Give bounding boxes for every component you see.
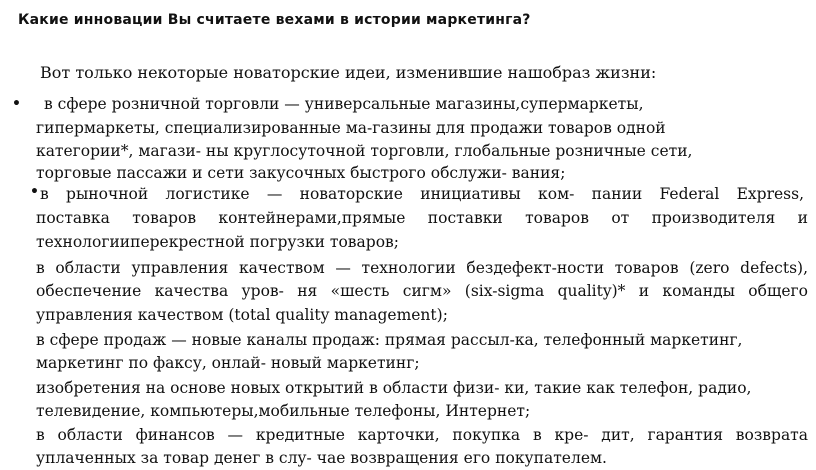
text-line-quality-2: обеспечение качества уров- ня «шесть сигм» (six-sigma quality)* и команды общего	[36, 282, 808, 300]
text-line-finance-2: уплаченных за товар денег в слу- чае возвращения его покупателем.	[36, 449, 607, 467]
text-line-quality-1: в области управления качеством — технологии бездефект-ности товаров (zero defects),	[36, 259, 808, 277]
text-line-logistics-3: технологииперекрестной погрузки товаров;	[36, 233, 399, 251]
text-line-quality-3: управления качеством (total quality management);	[36, 306, 448, 324]
text-line-sales-1: в сфере продаж — новые каналы продаж: прямая рассыл-ка, телефонный маркетинг,	[36, 331, 743, 349]
text-line-retail-1: в сфере розничной торговли — универсальные магазины,супермаркеты,	[44, 95, 644, 113]
bullet-retail: •	[12, 96, 21, 112]
bullet-logistics: •	[30, 184, 39, 200]
intro-text: Вот только некоторые новаторские идеи, изменившие нашобраз жизни:	[40, 63, 657, 82]
text-line-logistics-2: поставка товаров контейнерами,прямые поставки товаров от производителя и	[36, 209, 808, 227]
text-line-retail-4: торговые пассажи и сети закусочных быстрого обслужи- вания;	[36, 164, 566, 182]
text-line-inventions-2: телевидение, компьютеры,мобильные телефоны, Интернет;	[36, 402, 531, 420]
text-line-retail-2: гипермаркеты, специализированные ма-газины для продажи товаров одной	[36, 119, 666, 137]
text-line-inventions-1: изобретения на основе новых открытий в области физи- ки, такие как телефон, радио,	[36, 379, 752, 397]
text-line-finance-1: в области финансов — кредитные карточки, покупка в кре- дит, гарантия возврата	[36, 426, 808, 444]
text-line-logistics-1: в рыночной логистике — новаторские инициативы ком- пании Federal Express,	[40, 185, 804, 203]
question-heading: Какие инновации Вы считаете вехами в истории маркетинга?	[18, 12, 531, 28]
text-line-sales-2: маркетинг по факсу, онлай- новый маркетинг;	[36, 354, 420, 372]
text-line-retail-3: категории*, магази- ны круглосуточной торговли, глобальные розничные сети,	[36, 142, 693, 160]
